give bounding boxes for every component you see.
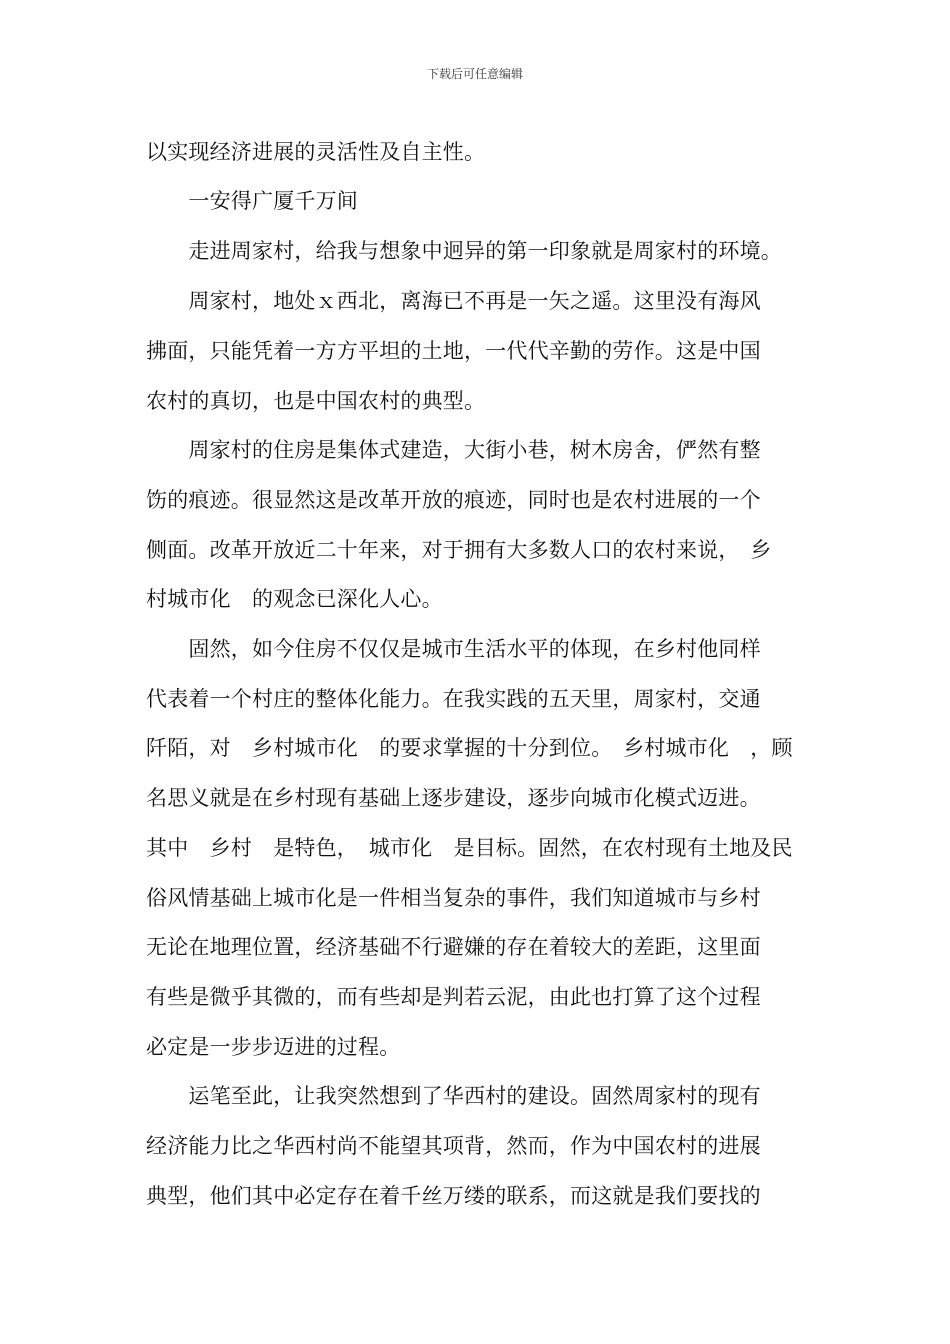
text-line: 必定是一步步迈进的过程。 <box>146 1035 401 1059</box>
text-line: 有些是微乎其微的，而有些却是判若云泥，由此也打算了这个过程 <box>146 985 761 1009</box>
text-line: 周家村的住房是集体式建造，大街小巷，树木房舍，俨然有整 <box>146 438 761 462</box>
text-line: 典型，他们其中必定存在着千丝万缕的联系，而这就是我们要找的 <box>146 1184 761 1208</box>
text-line: 走进周家村，给我与想象中迥异的第一印象就是周家村的环境。 <box>146 239 782 263</box>
text-line: 周家村，地处ｘ西北，离海已不再是一矢之遥。这里没有海风 <box>146 289 761 313</box>
text-line: 固然，如今住房不仅仅是城市生活水平的体现，在乡村他同样 <box>146 637 761 661</box>
text-line: 阡陌，对 乡村城市化 的要求掌握的十分到位。 乡村城市化 ，顾 <box>146 736 793 760</box>
page-header-note: 下载后可任意编辑 <box>426 67 523 81</box>
text-line: 村城市化 的观念已深化人心。 <box>146 587 443 611</box>
text-line: 运笔至此，让我突然想到了华西村的建设。固然周家村的现有 <box>146 1084 761 1108</box>
text-line: 俗风情基础上城市化是一件相当复杂的事件，我们知道城市与乡村 <box>146 886 761 910</box>
text-line: 以实现经济进展的灵活性及自主性。 <box>146 140 486 164</box>
text-line: 名思义就是在乡村现有基础上逐步建设，逐步向城市化模式迈进。 <box>146 786 761 810</box>
text-line: 拂面，只能凭着一方方平坦的土地，一代代辛勤的劳作。这是中国 <box>146 339 761 363</box>
text-line: 侧面。改革开放近二十年来，对于拥有大多数人口的农村来说， 乡 <box>146 538 772 562</box>
text-line: 农村的真切，也是中国农村的典型。 <box>146 389 486 413</box>
text-line: 其中 乡村 是特色， 城市化 是目标。固然，在农村现有土地及民 <box>146 836 793 860</box>
section-heading: 一安得广厦千万间 <box>146 189 358 213</box>
text-line: 经济能力比之华西村尚不能望其项背，然而，作为中国农村的进展 <box>146 1134 761 1158</box>
text-line: 饬的痕迹。很显然这是改革开放的痕迹，同时也是农村进展的一个 <box>146 488 761 512</box>
text-line: 代表着一个村庄的整体化能力。在我实践的五天里，周家村，交通 <box>146 687 761 711</box>
text-line: 无论在地理位置，经济基础不行避嫌的存在着较大的差距，这里面 <box>146 935 761 959</box>
